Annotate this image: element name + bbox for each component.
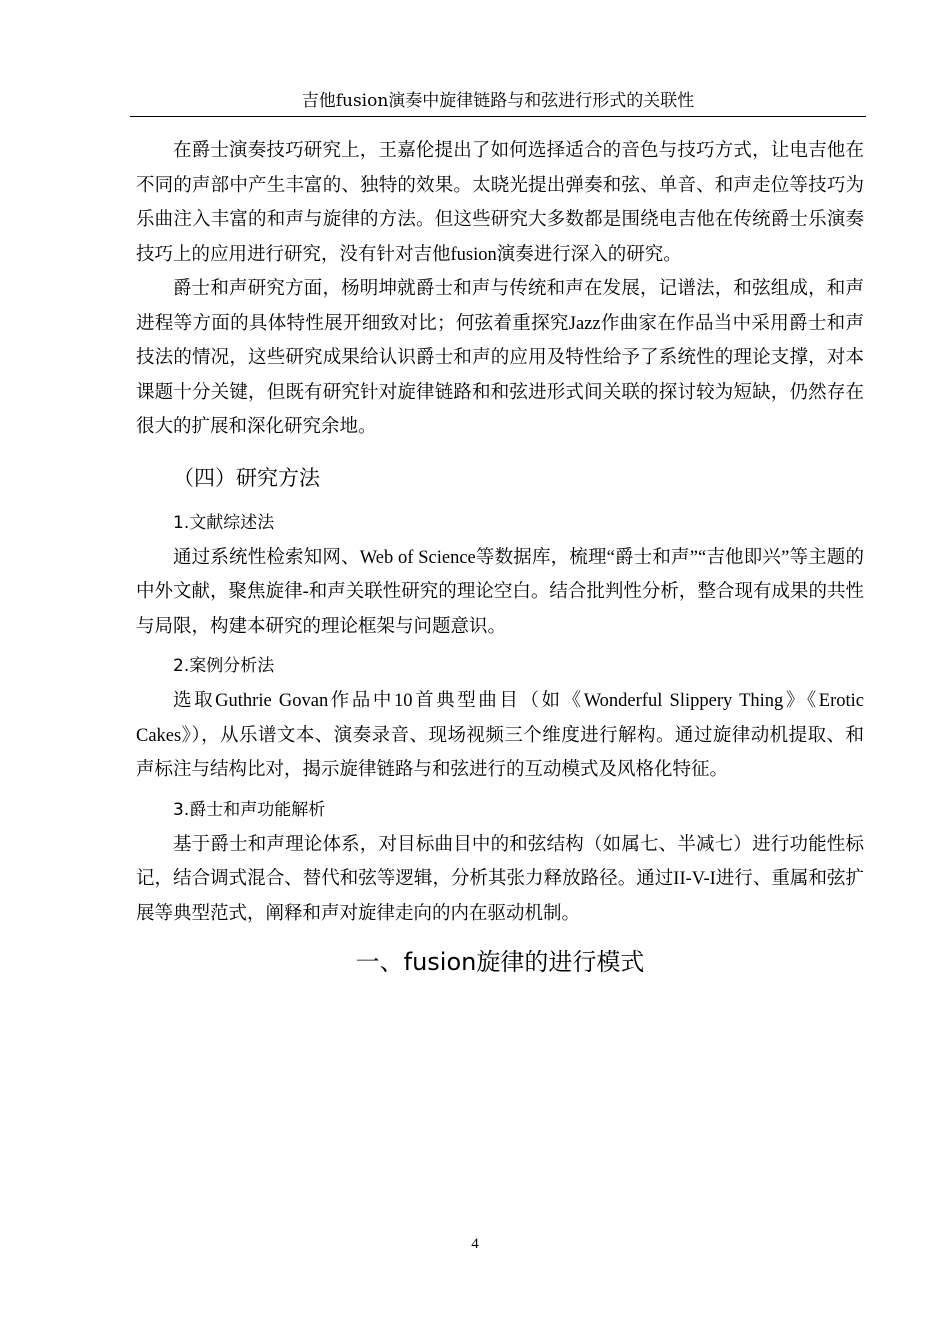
section-heading-methods: （四）研究方法: [173, 465, 320, 490]
paragraph-jazz-harmony: 爵士和声研究方面，杨明坤就爵士和声与传统和声在发展，记谱法，和弦组成，和声进程等方面的具体特性展开细致对比；何弦着重探究Jazz作曲家在作品当中采用爵士和声技法的情况，这些研究成果给认识爵士和声的应用及特性给予了系统性的理论支撑，对本课题十分关键，但既有研究针对旋律链路和和弦进形式间关联的探讨较为短缺，仍然存在很大的扩展和深化研究余地。: [136, 279, 864, 437]
subheading-case-analysis: 2.案例分析法: [173, 656, 275, 676]
paragraph-literature-review: 通过系统性检索知网、Web of Science等数据库，梳理“爵士和声”“吉他即兴”等主题的中外文献，聚焦旋律-和声关联性研究的理论空白。结合批判性分析，整合现有成果的共性与局限，构建本研究的理论框架与问题意识。: [136, 547, 864, 637]
paragraph-case-analysis: 选取Guthrie Govan作品中10首典型曲目（如《Wonderful Slippery Thing》《Erotic Cakes》），从乐谱文本、演奏录音、现场视频三个维度进行解构。通过旋律动机提取、和声标注与结构比对，揭示旋律链路与和弦进行的互动模式及风格化特征。: [136, 691, 864, 780]
running-header: 吉他fusion演奏中旋律链路与和弦进行形式的关联性: [130, 88, 866, 117]
subheading-literature-review: 1.文献综述法: [173, 512, 275, 533]
paragraph-jazz-technique: 在爵士演奏技巧研究上，王嘉伦提出了如何选择适合的音色与技巧方式，让电吉他在不同的声部中产生丰富的、独特的效果。太晓光提出弹奏和弦、单音、和声走位等技巧为乐曲注入丰富的和声与旋律的方法。但这些研究大多数都是围绕电吉他在传统爵士乐演奏技巧上的应用进行研究，没有针对吉他fusion演奏进行深入的研究。: [136, 141, 864, 265]
paragraph-harmony-analysis: 基于爵士和声理论体系，对目标曲目中的和弦结构（如属七、半减七）进行功能性标记，结合调式混合、替代和弦等逻辑，分析其张力释放路径。通过II-V-I进行、重属和弦扩展等典型范式，阐释和声对旋律走向的内在驱动机制。: [136, 834, 864, 924]
chapter-heading: 一、fusion旋律的进行模式: [355, 948, 645, 976]
subheading-harmony-analysis: 3.爵士和声功能解析: [173, 799, 326, 820]
body-text: [136, 134, 864, 985]
page-number: 4: [471, 1236, 479, 1252]
